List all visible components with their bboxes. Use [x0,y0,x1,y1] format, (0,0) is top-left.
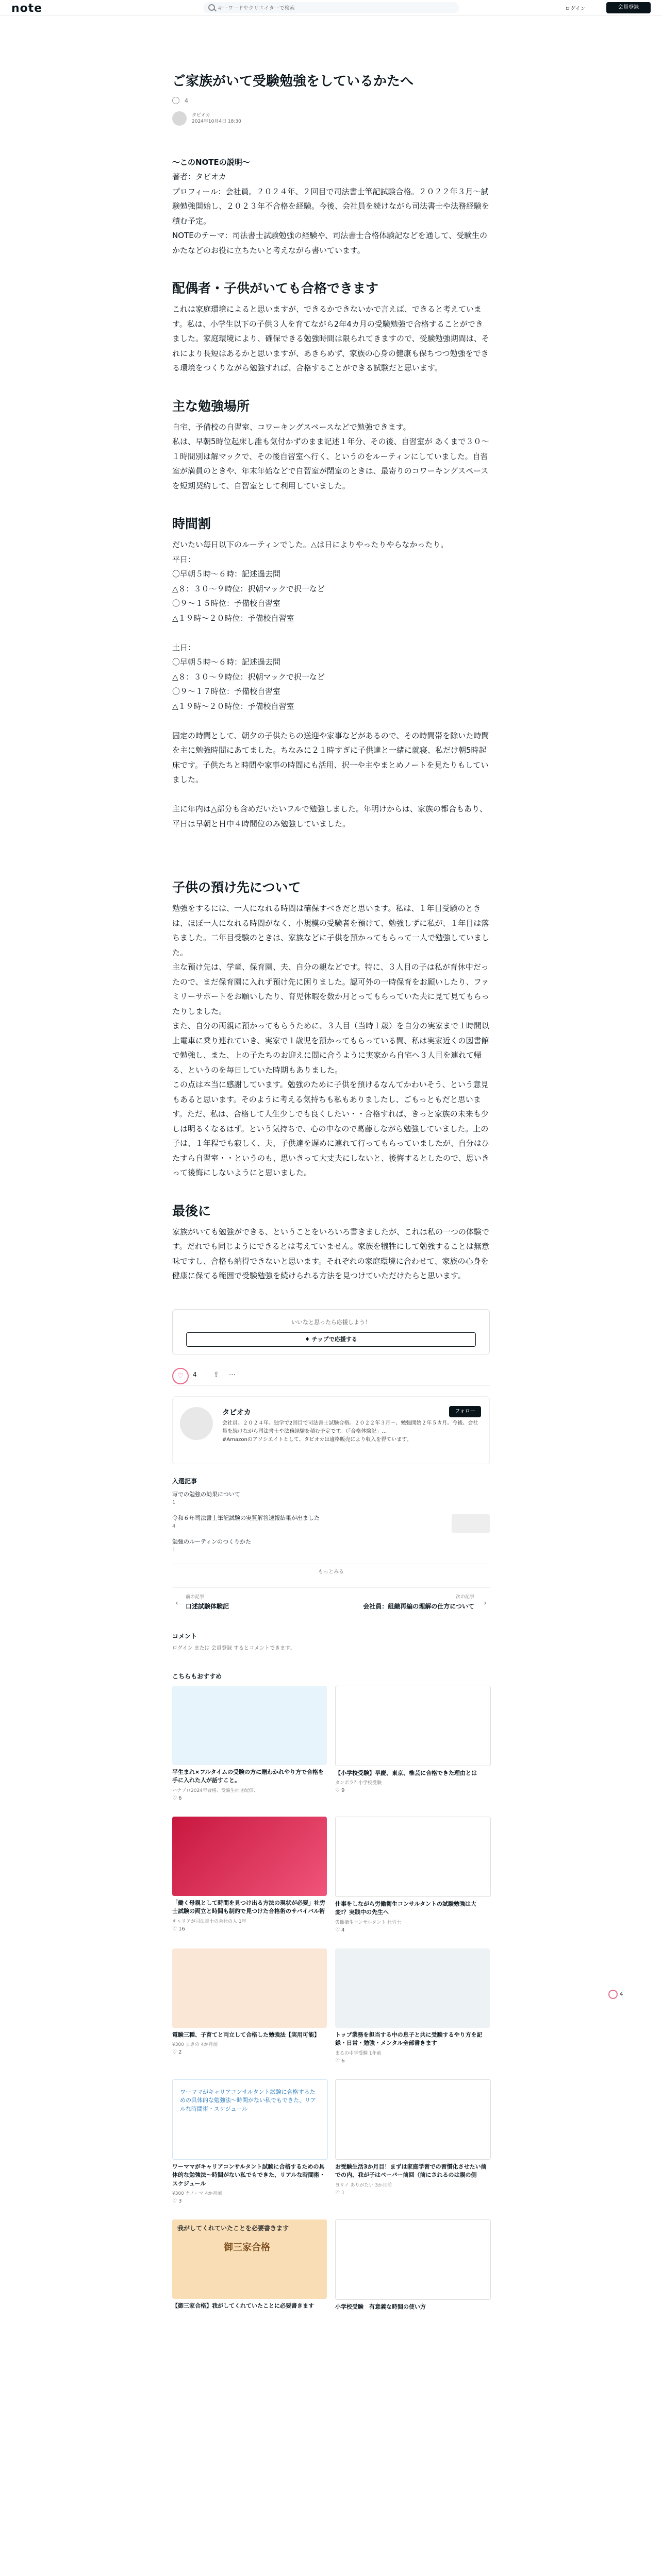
search-icon [208,4,215,11]
article-nav [172,1587,490,1619]
author-name[interactable]: タピオカ [192,112,210,118]
share-icon[interactable]: ⇪ [213,1370,219,1379]
card-meta: タンポラ？小学校受験 [335,1781,382,1786]
card-like-count: 1 [341,2190,345,2196]
card-likes [172,1926,327,1932]
intro-heading: 〜このNOTEの説明〜 [172,158,250,167]
paragraph: だいたい毎日以下のルーティンでした。△は日によりやったりやらなかったり。 [172,540,449,550]
prev-title: 口述試験体験記 [186,1602,229,1610]
floating-like-count: 4 [619,1991,623,1997]
author-profile-card [172,1396,490,1464]
like-count: 4 [185,97,188,104]
heart-icon[interactable]: ♡ [335,2190,342,2196]
section-2 [172,396,490,494]
prev-article[interactable] [186,1593,229,1611]
intro-line: NOTEのテーマ：司法書士試験勉強の経験や、司法書士合格体験記などを通して、受験生のかたなどのお役に立ちたいと考えながら書いています。 [172,231,488,255]
paragraph: △１９時〜２０時位：予備校自習室 [172,613,294,623]
card-like-count: 6 [341,2058,345,2064]
section-heading: 主な勉強場所 [172,398,250,414]
author-avatar[interactable] [180,1407,213,1440]
recommend-card[interactable] [335,2079,490,2205]
paragraph: 〇９〜１５時位：予備校自習室 [172,599,281,608]
post-date: 2024年10月4日 18:30 [192,119,241,125]
card-thumbnail-text: 我がしてくれていたことを必要書きます [177,2225,289,2232]
card-meta: 労働衛生コンサルタント 社労士 [335,1920,402,1925]
recommend-card[interactable] [335,1686,490,1801]
recommend-grid [172,1686,490,2312]
section-5 [172,1201,490,1283]
paragraph: また、自分の両親に預かってもらうために、３人目（当時１歳）を自分の実家まで１時間以上電車に乗り連れていき、実家で１歳児を預かってもらっている間、私は実家近くの図書館で勉強し、また、上の子たちのお迎えに間に合うように実家から自宅へ３人目を連れて帰る、というのを毎日していた時期もありました。 [172,1021,490,1075]
prev-label: 前の記事 [186,1594,205,1600]
section-3 [172,514,490,831]
card-title: 【小学校受験】早慶、東京、椎芸に合格できた理由とは [335,1769,477,1776]
card-thumbnail [335,2219,491,2300]
register-button[interactable]: 会員登録 [606,2,651,13]
author-avatar[interactable] [172,111,187,126]
card-thumbnail [335,1948,490,2028]
action-bar [172,1365,490,1386]
recommend-card[interactable] [172,1948,327,2064]
recommend-card[interactable] [335,2219,490,2312]
card-like-count: 9 [341,1788,345,1794]
paragraph: 主な預け先は、学童、保育園、夫、自分の親などです。特に、３人目の子は私が育休中だったので、まだ保育園に入れず預け先に困りました。認可外の一時保育をお願いしたり、ファミリーサポートをお願いしたり、育児休暇を数か月とってもらっていた夫に見て見てもらったりしました。 [172,962,489,1016]
card-like-count: 6 [178,1795,182,1801]
magazine-item-title: 令和６年司法書士筆記試験の実質解答速報結果が出ました [172,1514,320,1521]
paragraph [172,787,490,802]
card-likes [335,1927,490,1933]
card-like-count: 3 [178,2198,182,2205]
heart-icon[interactable]: ♡ [335,1927,342,1933]
magazine-item-title: 写での勉強の効果について [172,1490,240,1498]
intro-body [172,170,490,258]
magazine-item-count: 1 [172,1500,176,1506]
recommend-card[interactable] [172,1817,327,1933]
paragraph: △８：３０〜９時位：択朝マックで択一など [172,672,325,682]
author-desc-line: #Amazonのアソシエイトとして、タピオカは適格販売により収入を得ています。 [222,1436,412,1443]
recommend-card[interactable] [172,1686,327,1801]
card-title: お受験生活3か月目！まずは家庭学習での習慣化させたい前での内、我が子はぺーパー前回（前にされるのは親の側 [335,2163,487,2179]
card-likes [335,1788,490,1793]
paragraph: 家族がいても勉強ができる、ということをいろいろ書きましたが、これは私の一つの体験です。だれでも同じようにできるとは考えていません。家族を犠牲にして勉強することは無意味ですし、合格も納得できないと思います。それぞれの家庭環境に合わせて、家族の心身を健康に保てる範囲で受験勉強を続けられる方法を見つけていただけたらと思います。 [172,1227,490,1281]
more-icon[interactable]: ⋯ [229,1370,236,1379]
section-4 [172,877,490,1180]
paragraph: 〇早朝５時〜６時：記述過去問 [172,569,281,579]
heart-icon[interactable]: ♡ [172,2198,179,2205]
card-like-count: 2 [178,2049,182,2056]
card-title: 平生まれ×フルタイムの受験の方に贈わかれやり方で合格を手に入れた人が話すこと。 [172,1768,324,1784]
article-title: ご家族がいて受験勉強をしているかたへ [172,74,414,89]
recommend-card[interactable] [172,2219,327,2312]
card-thumbnail-text: ワーママがキャリアコンサルタント試験に合格するための具体的な勉強法〜時間がない私でもできた、リアルな時間術・スケジュール [180,2088,316,2112]
card-likes [335,2190,490,2196]
tip-button[interactable] [186,1332,476,1347]
card-thumbnail [172,2079,328,2160]
paragraph: この点は本当に感謝しています。勉強のために子供を預けるなんてかわいそう、という意見もあると思います。そのように考える気持ちも私もありましたし、ごもっともだと思います。ただ、私は、合格して人生少しでも良くしたい・・合格すれば、きっと家族の未来も少しは明るくなるはず。という気持ちで、心の中なので葛藤しながら勉強していました。上の子は、１年程でも寂しく、夫、子供達を遅めに連れて行ってもらっていましたが、自分はひたすら自習室・・というのも、思いきって大丈夫にしないと、後悔するとしたので、思いきって後悔にしないようにと思いました。 [172,1080,489,1178]
heart-icon[interactable]: ♡ [335,1788,342,1794]
paragraph [172,625,490,640]
magazine-heading: 入選記事 [172,1477,197,1485]
section-heading: 配偶者・子供がいても合格できます [172,281,379,296]
paragraph: 平日： [172,554,196,564]
card-title: 仕事をしながら労働衛生コンサルタントの試験勉強は大変!？実践中の先生へ [335,1900,477,1916]
section-1 [172,278,490,376]
card-title: 「働く母親として時間を見つけ出る方法の現状が必要」社労士試験の両立と時間も制約で見つけた合格術のサバイバル術 [172,1899,325,1915]
card-meta: ヨリノ ありがたい 3か月前 [335,2182,392,2188]
support-box [172,1309,490,1354]
magazine-thumbnail [452,1514,490,1533]
card-thumbnail [335,1686,491,1766]
paragraph: 〇９〜１７時位：予備校自習室 [172,687,281,697]
card-likes [172,1795,327,1801]
author-row [172,111,490,126]
section-heading: 最後に [172,1203,211,1218]
login-link[interactable]: ログイン [565,6,586,12]
paragraph: 固定の時間として、朝夕の子供たちの送迎や家事などがあるので、その時間帯を除いた時間を主に勉強時間にあてました。ちなみに２１時すぎに子供達と一緒に就寝、私だけ朝5時起床です。子供たちと時間や家事の時間にも活用、択一や主やまとめノートを見たりもしていました。 [172,731,489,785]
heart-icon[interactable]: ♡ [172,2049,179,2056]
card-meta: キャリアが司法書士の会社の人 1年 [172,1919,246,1924]
follow-button[interactable]: フォロー [449,1406,481,1417]
magazine-item[interactable] [172,1490,490,1509]
recommend-card[interactable] [335,1817,490,1933]
paragraph: 私は、早朝5時位起床し誰も気付かずのまま記述１年分、その後、自習室が あくまで３０〜１時間別は解マックで、その後自習室へ行く、というのをルーティンにしていました。自習室が満員のときや、年末年始などで自習室が閉室のときは、最寄りのコワーキングスペースを短期契約して、自習室として利用していました。 [172,437,489,490]
card-title: ワーママがキャリアコンサルタント試験に合格するための具体的な勉強法〜時間がない私でもできた、リアルな時間術・スケジュール [172,2163,325,2187]
search-box[interactable] [203,2,459,13]
like-button[interactable]: ♡ [172,1368,189,1384]
paragraph: 土日： [172,642,196,652]
magazine-item-count: 1 [172,1547,176,1553]
card-like-count: 16 [178,1926,185,1932]
more-link[interactable]: もっとみる [172,1564,490,1575]
card-meta: まるの中学受験 1年前 [335,2050,382,2056]
card-title: 電験三種、子育てと両立して合格した勉強法【実用可能】 [172,2031,320,2038]
heart-icon[interactable]: ♡ [335,2058,342,2064]
card-likes [172,2198,327,2204]
recommend-card[interactable] [172,2079,327,2205]
card-meta: ハナブロ2024年合格、受験生向き配信、 [172,1788,258,1793]
paragraph [172,714,490,728]
card-meta: ¥300 まきの 4か月前 [172,2042,218,2048]
note-logo[interactable]: note [11,2,43,15]
intro-line: プロフィール：会社員。２０２４年、２回目で司法書士筆記試験合格。２０２２年３月〜試験勉強開始し、２０２３年不合格を経験。今後、会社員を続けながら司法書士や法務経験を積む予定。 [172,187,490,226]
magazine-item-count: 4 [172,1523,176,1530]
card-thumbnail [172,1817,327,1896]
tip-button-label: チップで応援する [311,1335,357,1343]
like-row [172,97,490,104]
next-article[interactable] [363,1593,474,1611]
magazine-item[interactable] [172,1538,490,1556]
intro-line: 著者：タピオカ [172,172,226,182]
paragraph: 主に年内は△部分も含めだいたいフルで勉強しました。年明けからは、家族の都合もあり、平日は早朝と日中４時間位のみ勉強していました。 [172,804,487,828]
card-thumbnail [172,1948,327,2028]
paragraph: △１９時〜２０時位：予備校自習室 [172,701,294,711]
card-meta: ¥300 ケノーマ 4か月前 [172,2191,222,2197]
paragraph: 自宅、予備校の自習室、コワーキングスペースなどで勉強できます。 [172,422,411,432]
card-thumbnail [335,2079,491,2160]
paragraph: これは家庭環境によると思いますが、できるかできないかで言えば、できると考えています。私は、小学生以下の子供３人を育てながら2年4カ月の受験勉強で合格することができました。家庭環境により、確保できる勉強時間は限られてきますので、受験勉強期間は、それにより長短はあるかと思いますが、あきらめず、家族の心身の健康も保ちつつ勉強をできる環境をつくりながら勉強すれば、合格することができる試験だと思います。 [172,304,489,373]
chevron-left-icon[interactable]: ‹ [175,1599,178,1607]
comment-login-prompt[interactable]: ログイン または 会員登録 するとコメントできます。 [172,1645,295,1651]
heart-icon[interactable]: ♡ [172,1795,179,1801]
chevron-right-icon[interactable]: › [484,1599,487,1607]
magazine-item[interactable] [172,1514,490,1533]
card-title: 小学校受験 有意義な時間の使い方 [335,2303,426,2311]
comment-heading: コメント [172,1632,197,1640]
heart-icon [608,1990,618,1999]
top-bar [0,0,662,16]
card-likes [335,2058,490,2064]
article [172,72,490,2312]
floating-like[interactable] [608,1990,623,1999]
next-label: 次の記事 [455,1594,474,1600]
author-desc-line: 会社員。２０２４年、独学で2回目で司法書士試験合格。２０２２年３月〜、勉強開始２年５カ月。今後、会社員を続けながら司法書士や法務経験を積む予定です。（「合格体験記」… [222,1420,478,1434]
section-heading: 時間割 [172,516,211,532]
support-message: いいなと思ったら応援しよう！ [291,1318,371,1326]
paragraph: △８：３０〜９時位：択朝マックで択一など [172,584,325,594]
paragraph: 勉強をするには、一人になれる時間は確保すべきだと思います。私は、１年目受験のときは、ほぼ一人になれる時間がなく、小規模の受験者を預けて、勉強しずに私が、１年目は落ちました。二年目受験のときは、家族などに子供を預かってもらって一人で勉強していました。 [172,904,490,957]
like-count: 4 [193,1370,197,1378]
next-title: 会社員：組織再編の理解の仕方について [363,1602,474,1610]
card-thumbnail [335,1817,491,1897]
paragraph: 〇早朝５時〜６時：記述過去問 [172,657,281,667]
card-title: トップ業務を担当する中の息子と共に受験するやり方を記録・日常・勉強・メンタル全部書きます [335,2031,483,2047]
recommend-card[interactable] [335,1948,490,2064]
card-thumbnail-text: 御三家合格 [224,2242,270,2253]
card-title: 【御三家合格】我がしてくれていたことに必要書きます [172,2302,314,2310]
magazine-item-title: 勉強のルーティンのつくりかた [172,1538,252,1545]
heart-icon[interactable] [172,97,179,104]
author-name[interactable]: タピオカ [222,1408,251,1417]
card-thumbnail [172,2219,327,2299]
author-description [222,1419,481,1444]
section-heading: 子供の預け先について [172,880,301,895]
card-likes [172,2049,327,2055]
tip-icon: ♦ [305,1335,312,1343]
recommend-heading: こちらもおすすめ [172,1672,222,1680]
heart-icon[interactable]: ♡ [172,1926,179,1932]
search-input[interactable] [217,2,456,14]
card-like-count: 4 [341,1927,345,1933]
card-thumbnail [172,1686,327,1765]
